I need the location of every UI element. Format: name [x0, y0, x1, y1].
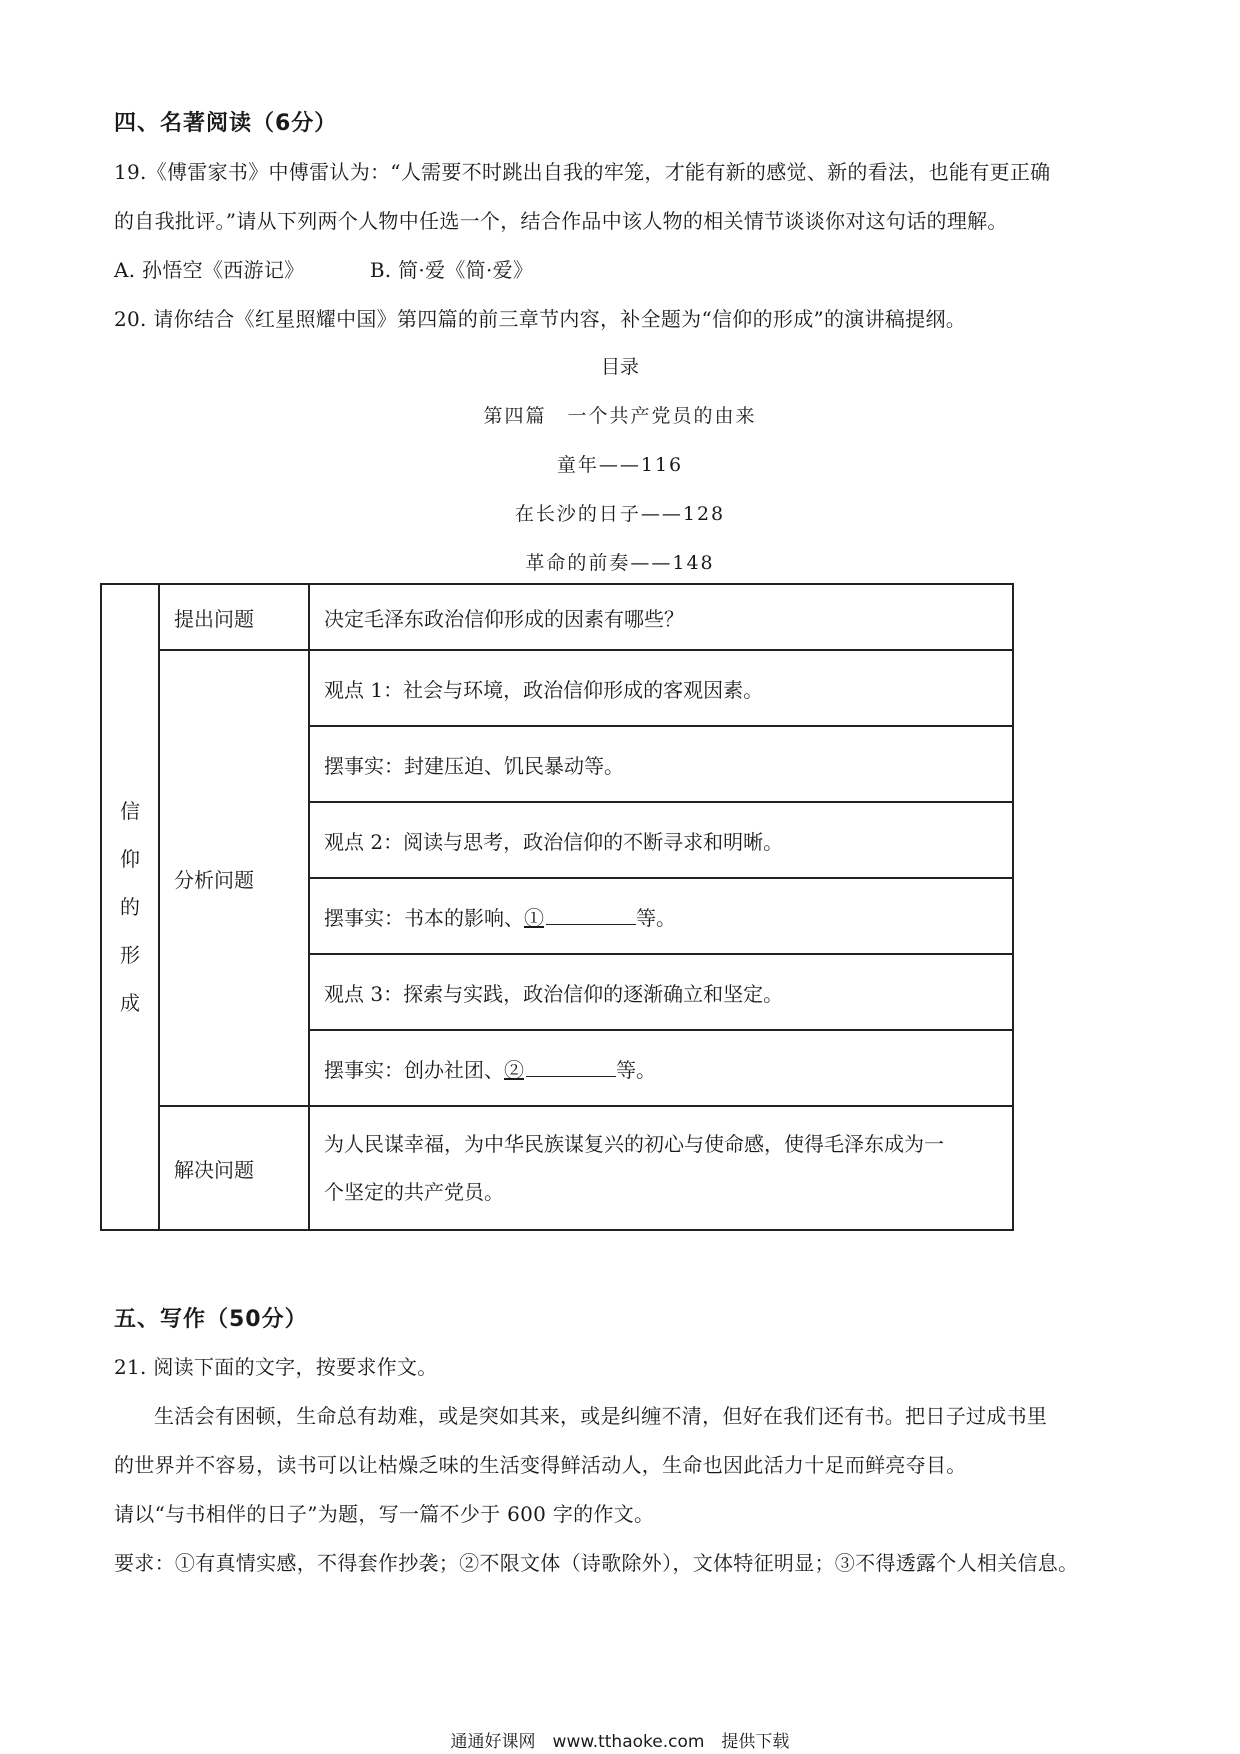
passage-line-2: 的世界并不容易，读书可以让枯燥乏味的生活变得鲜活动人，生命也因此活力十足而鲜亮夺目。 — [114, 1453, 967, 1477]
blank-2-number: ② — [504, 1057, 524, 1082]
footer-source: 通通好课网 www.tthaoke.com 提供下载 — [450, 1732, 790, 1752]
view-2-text: 观点 2：阅读与思考，政治信仰的不断寻求和明晰。 — [309, 802, 1013, 878]
table-row-view-1 — [101, 650, 1013, 726]
toc-part-title: 第四篇 一个共产党员的由来 — [483, 405, 757, 427]
analyze-question-label: 分析问题 — [159, 650, 309, 1106]
theme-char: 信 — [120, 799, 140, 823]
solve-line-1: 为人民谋幸福，为中华民族谋复兴的初心与使命感，使得毛泽东成为一 — [324, 1132, 944, 1156]
fact-1-text: 摆事实：封建压迫、饥民暴动等。 — [309, 726, 1013, 802]
question-19-options — [114, 254, 533, 283]
theme-vertical-label — [101, 584, 159, 1230]
question-19-line-2: 的自我批评。”请从下列两个人物中任选一个，结合作品中该人物的相关情节谈谈你对这句话的理解。 — [114, 209, 1008, 233]
solve-question-text — [309, 1106, 1013, 1230]
blank-1-number: ① — [524, 905, 544, 930]
fact-3-cell — [309, 1030, 1013, 1106]
solve-line-2: 个坚定的共产党员。 — [324, 1180, 504, 1204]
fact-3-prefix: 摆事实：创办社团、 — [324, 1057, 504, 1082]
fact-2-cell — [309, 878, 1013, 954]
table-row-raise — [101, 584, 1013, 650]
raise-question-label: 提出问题 — [159, 584, 309, 650]
fact-2-prefix: 摆事实：书本的影响、 — [324, 905, 524, 930]
essay-prompt: 请以“与书相伴的日子”为题，写一篇不少于 600 字的作文。 — [114, 1502, 655, 1526]
view-1-text: 观点 1：社会与环境，政治信仰形成的客观因素。 — [309, 650, 1013, 726]
toc-entry-1: 童年——116 — [556, 454, 684, 476]
toc-entry-3: 革命的前奏——148 — [525, 552, 715, 574]
toc-heading: 目录 — [600, 356, 639, 378]
fact-2-suffix: 等。 — [636, 905, 676, 930]
question-19-line-1: 19.《傅雷家书》中傅雷认为：“人需要不时跳出自我的牢笼，才能有新的感觉、新的看法，也能有更正确 — [114, 160, 1051, 184]
option-a: A. 孙悟空《西游记》 — [114, 258, 305, 282]
view-3-text: 观点 3：探索与实践，政治信仰的逐渐确立和坚定。 — [309, 954, 1013, 1030]
theme-char: 形 — [120, 943, 140, 967]
solve-question-label: 解决问题 — [159, 1106, 309, 1230]
theme-char: 仰 — [120, 847, 140, 871]
section-4-title: 四、名著阅读（6分） — [114, 111, 338, 136]
question-20-line: 20. 请你结合《红星照耀中国》第四篇的前三章节内容，补全题为“信仰的形成”的演讲稿提纲。 — [114, 307, 967, 331]
toc-entry-2: 在长沙的日子——128 — [514, 503, 726, 525]
essay-requirements: 要求：①有真情实感，不得套作抄袭；②不限文体（诗歌除外），文体特征明显；③不得透露个人相关信息。 — [114, 1551, 1079, 1575]
blank-2-line — [526, 1058, 616, 1077]
question-21-line: 21. 阅读下面的文字，按要求作文。 — [114, 1355, 438, 1379]
passage-line-1: 生活会有困顿，生命总有劫难，或是突如其来，或是纠缠不清，但好在我们还有书。把日子过成书里 — [154, 1404, 1048, 1428]
theme-char: 成 — [120, 991, 140, 1015]
theme-char: 的 — [120, 895, 140, 919]
fact-3-suffix: 等。 — [616, 1057, 656, 1082]
section-5-title: 五、写作（50分） — [114, 1307, 308, 1332]
table-row-solve — [101, 1106, 1013, 1230]
raise-question-text: 决定毛泽东政治信仰形成的因素有哪些？ — [309, 584, 1013, 650]
speech-outline-table — [100, 583, 1014, 1231]
option-b: B. 简·爱《简·爱》 — [369, 258, 534, 282]
blank-1-line — [546, 906, 636, 925]
